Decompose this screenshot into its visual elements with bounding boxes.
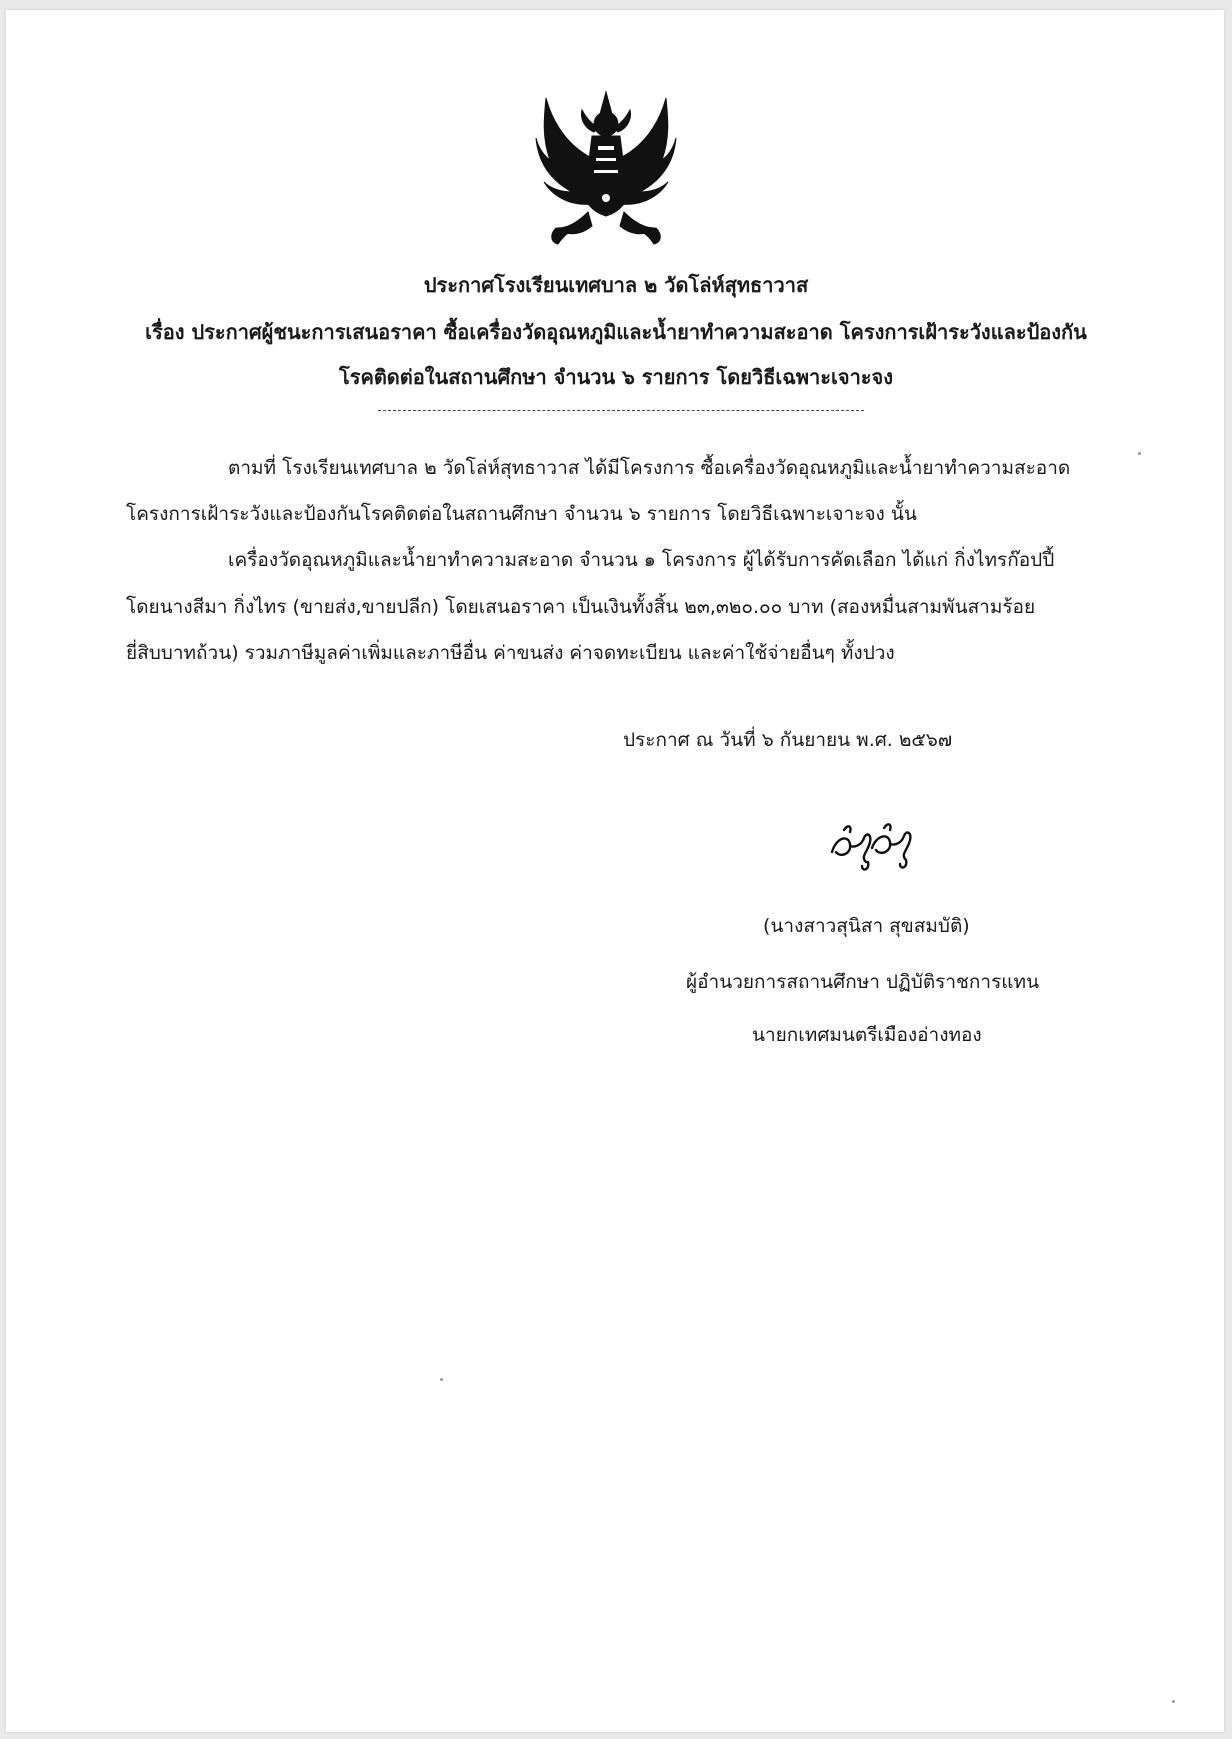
- announcement-title: ประกาศโรงเรียนเทศบาล ๒ วัดโล่ห์สุทธาวาส: [423, 273, 809, 297]
- announcement-subject: เรื่อง ประกาศผู้ชนะการเสนอราคา ซื้อเครื่องวัดอุณหภูมิและน้ำยาทำความสะอาด โครงการเฝ้าระวังและป้องกัน: [145, 320, 1087, 344]
- scan-speck: [1138, 452, 1141, 455]
- paragraph-1-line-1: ตามที่ โรงเรียนเทศบาล ๒ วัดโล่ห์สุทธาวาส ได้มีโครงการ ซื้อเครื่องวัดอุณหภูมิและน้ำยาทำความสะอาด: [228, 457, 1071, 479]
- garuda-emblem-icon: [532, 88, 680, 256]
- paragraph-1-line-2: โครงการเฝ้าระวังและป้องกันโรคติดต่อในสถานศึกษา จำนวน ๖ รายการ โดยวิธีเฉพาะเจาะจง นั้น: [126, 503, 917, 525]
- announcement-date: ประกาศ ณ วันที่ ๖ กันยายน พ.ศ. ๒๕๖๗: [623, 729, 953, 751]
- signatory-position-2: นายกเทศมนตรีเมืองอ่างทอง: [752, 1024, 982, 1046]
- announcement-subject-continued: โรคติดต่อในสถานศึกษา จำนวน ๖ รายการ โดยวิธีเฉพาะเจาะจง: [338, 365, 894, 389]
- paragraph-2-line-2: โดยนางสีมา กิ่งไทร (ขายส่ง,ขายปลีก) โดยเสนอราคา เป็นเงินทั้งสิ้น ๒๓,๓๒๐.๐๐ บาท (สองหมื่นสามพันสามร้อย: [126, 596, 1036, 618]
- scan-speck: [440, 1378, 443, 1381]
- title-divider: [378, 410, 864, 411]
- scan-speck: [1172, 1700, 1175, 1703]
- paragraph-2-line-3: ยี่สิบบาทถ้วน) รวมภาษีมูลค่าเพิ่มและภาษีอื่น ค่าขนส่ง ค่าจดทะเบียน และค่าใช้จ่ายอื่นๆ ทั้งปวง: [126, 642, 895, 664]
- signatory-position: ผู้อำนวยการสถานศึกษา ปฏิบัติราชการแทน: [686, 971, 1040, 993]
- signatory-name: (นางสาวสุนิสา สุขสมบัติ): [763, 915, 970, 937]
- document-page: [6, 10, 1224, 1732]
- paragraph-2-line-1: เครื่องวัดอุณหภูมิและน้ำยาทำความสะอาด จำนวน ๑ โครงการ ผู้ได้รับการคัดเลือก ได้แก่ กิ่งไทรก๊อปปี้: [228, 549, 1055, 571]
- signature-mark: [826, 818, 912, 878]
